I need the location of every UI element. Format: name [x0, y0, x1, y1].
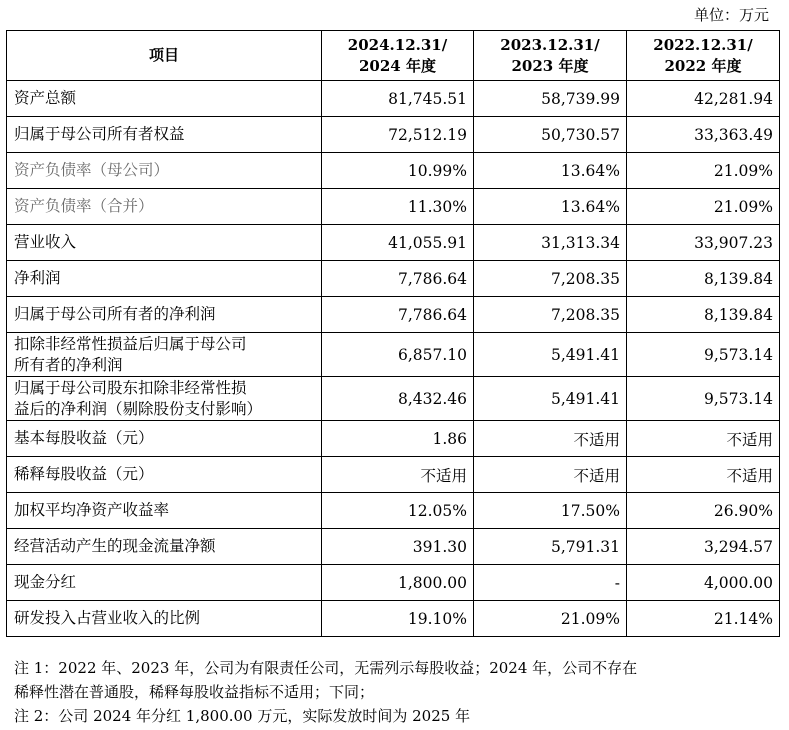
value-2022: 21.14% [627, 601, 780, 637]
row-label: 加权平均净资产收益率 [7, 493, 322, 529]
table-row [7, 81, 780, 117]
row-label: 研发投入占营业收入的比例 [7, 601, 322, 637]
value-2022: 21.09% [627, 153, 780, 189]
row-label [7, 377, 322, 421]
value-2022: 26.90% [627, 493, 780, 529]
row-label: 资产总额 [7, 81, 322, 117]
value-2023: 13.64% [474, 189, 627, 225]
row-label: 资产负债率（合并） [7, 189, 322, 225]
value-2024: 6,857.10 [322, 333, 474, 377]
table-row [7, 117, 780, 153]
table-row [7, 529, 780, 565]
table-row [7, 261, 780, 297]
value-2023: 50,730.57 [474, 117, 627, 153]
value-2024: 72,512.19 [322, 117, 474, 153]
row-label: 营业收入 [7, 225, 322, 261]
row-label-line2: 益后的净利润（剔除股份支付影响） [14, 399, 263, 418]
value-2022: 不适用 [627, 457, 780, 493]
row-label: 稀释每股收益（元） [7, 457, 322, 493]
row-label: 归属于母公司所有者的净利润 [7, 297, 322, 333]
header-2024 [322, 31, 474, 81]
table-row [7, 153, 780, 189]
table-row [7, 421, 780, 457]
value-2024: 7,786.64 [322, 261, 474, 297]
table-row [7, 333, 780, 377]
header-2023-date: 2023.12.31/ [500, 35, 600, 54]
value-2023: 58,739.99 [474, 81, 627, 117]
value-2023: 21.09% [474, 601, 627, 637]
table-row [7, 493, 780, 529]
value-2023: 7,208.35 [474, 261, 627, 297]
value-2022: 33,363.49 [627, 117, 780, 153]
value-2023: 5,791.31 [474, 529, 627, 565]
table-row [7, 565, 780, 601]
row-label: 净利润 [7, 261, 322, 297]
value-2022: 33,907.23 [627, 225, 780, 261]
row-label-line1: 归属于母公司股东扣除非经常性损 [14, 378, 247, 397]
value-2024: 11.30% [322, 189, 474, 225]
value-2022: 3,294.57 [627, 529, 780, 565]
value-2023: - [474, 565, 627, 601]
row-label: 归属于母公司所有者权益 [7, 117, 322, 153]
row-label-line2: 所有者的净利润 [14, 355, 123, 374]
value-2022: 不适用 [627, 421, 780, 457]
value-2024: 12.05% [322, 493, 474, 529]
note-2: 注 2：公司 2024 年分红 1,800.00 万元，实际发放时间为 2025 年 [14, 707, 471, 725]
value-2023: 31,313.34 [474, 225, 627, 261]
value-2024: 不适用 [322, 457, 474, 493]
value-2022: 8,139.84 [627, 261, 780, 297]
header-2023 [474, 31, 627, 81]
value-2022: 9,573.14 [627, 333, 780, 377]
value-2023: 不适用 [474, 457, 627, 493]
header-item-label: 项目 [148, 46, 179, 64]
value-2024: 41,055.91 [322, 225, 474, 261]
header-2022 [627, 31, 780, 81]
value-2024: 391.30 [322, 529, 474, 565]
row-label: 经营活动产生的现金流量净额 [7, 529, 322, 565]
value-2024: 7,786.64 [322, 297, 474, 333]
value-2023: 13.64% [474, 153, 627, 189]
header-2024-date: 2024.12.31/ [347, 35, 448, 54]
financial-data-table [6, 30, 780, 637]
value-2022: 21.09% [627, 189, 780, 225]
note-1-line-1: 注 1：2022 年、2023 年，公司为有限责任公司，无需列示每股收益；2024 年，公司不存在 [14, 659, 638, 677]
value-2023: 17.50% [474, 493, 627, 529]
header-item [7, 31, 322, 81]
value-2023: 5,491.41 [474, 377, 627, 421]
table-row [7, 377, 780, 421]
header-2022-year: 2022 年度 [664, 56, 742, 75]
value-2024: 8,432.46 [322, 377, 474, 421]
table-row [7, 601, 780, 637]
value-2023: 5,491.41 [474, 333, 627, 377]
value-2023: 不适用 [474, 421, 627, 457]
table-row [7, 297, 780, 333]
row-label-line1: 扣除非经常性损益后归属于母公司 [14, 334, 247, 353]
row-label: 基本每股收益（元） [7, 421, 322, 457]
header-2023-year: 2023 年度 [511, 56, 589, 75]
value-2022: 8,139.84 [627, 297, 780, 333]
value-2022: 42,281.94 [627, 81, 780, 117]
table-row [7, 189, 780, 225]
value-2024: 19.10% [322, 601, 474, 637]
value-2022: 9,573.14 [627, 377, 780, 421]
table-notes [14, 656, 779, 728]
value-2023: 7,208.35 [474, 297, 627, 333]
row-label: 资产负债率（母公司） [7, 153, 322, 189]
table-row [7, 225, 780, 261]
value-2024: 1.86 [322, 421, 474, 457]
row-label [7, 333, 322, 377]
header-2022-date: 2022.12.31/ [653, 35, 753, 54]
value-2024: 81,745.51 [322, 81, 474, 117]
value-2024: 1,800.00 [322, 565, 474, 601]
note-1-line-2: 稀释性潜在普通股，稀释每股收益指标不适用；下同； [14, 683, 375, 701]
table-row [7, 457, 780, 493]
value-2024: 10.99% [322, 153, 474, 189]
row-label: 现金分红 [7, 565, 322, 601]
unit-label: 单位：万元 [693, 6, 769, 24]
table-header-row [7, 31, 780, 81]
value-2022: 4,000.00 [627, 565, 780, 601]
header-2024-year: 2024 年度 [359, 56, 436, 75]
